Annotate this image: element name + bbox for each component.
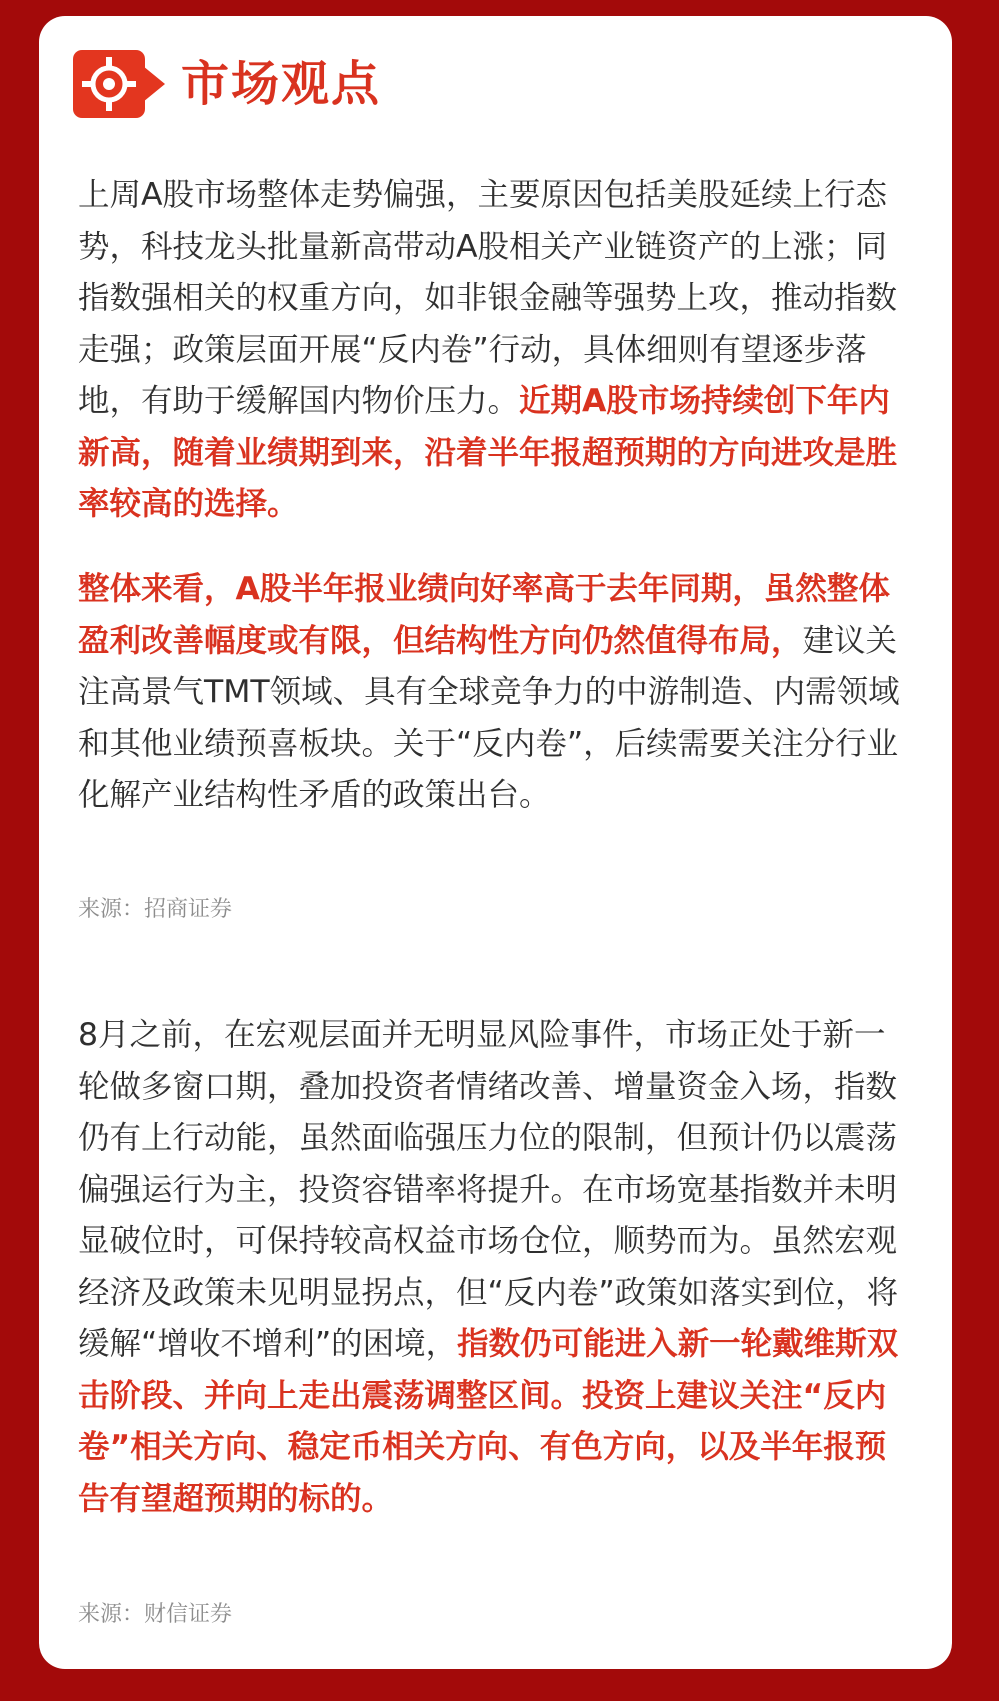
page-title: 市场观点 [181, 56, 382, 112]
section-header [73, 50, 381, 118]
paragraph-august-outlook [78, 1010, 914, 1525]
highlight-text: 近期A股市场持续创下年内新高，随着业绩期到来，沿着半年报超预期的方向进攻是胜率较高的选择。 [78, 383, 898, 522]
paragraph-market-review [78, 170, 914, 531]
content-card [39, 16, 952, 1669]
paragraph-text: 8月之前，在宏观层面并无明显风险事件，市场正处于新一轮做多窗口期，叠加投资者情绪改善、增量资金入场，指数仍有上行动能，虽然面临强压力位的限制，但预计仍以震荡偏强运行为主，投资容错率将提升。在市场宽基指数并未明显破位时，可保持较高权益市场仓位，顺势而为。虽然宏观经济及政策未见明显拐点，但“反内卷”政策如落实到位，将缓解“增收不增利”的困境， [78, 1017, 899, 1362]
target-crosshair-icon [73, 50, 167, 118]
highlight-text: 整体来看，A股半年报业绩向好率高于去年同期，虽然整体盈利改善幅度或有限，但结构性方向仍然值得布局， [78, 571, 890, 659]
source-label: 来源：招商证券 [78, 897, 233, 922]
paragraph-outlook [78, 564, 914, 822]
paragraph-text: 上周A股市场整体走势偏强，主要原因包括美股延续上行态势，科技龙头批量新高带动A股相关产业链资产的上涨；同指数强相关的权重方向，如非银金融等强势上攻，推动指数走强；政策层面开展“反内卷”行动，具体细则有望逐步落地，有助于缓解国内物价压力。 [78, 177, 898, 419]
paragraph-text: 建议关注高景气TMT领域、具有全球竞争力的中游制造、内需领域和其他业绩预喜板块。关于“反内卷”，后续需要关注分行业化解产业结构性矛盾的政策出台。 [78, 622, 900, 813]
highlight-text: 指数仍可能进入新一轮戴维斯双击阶段、并向上走出震荡调整区间。投资上建议关注“反内卷”相关方向、稳定币相关方向、有色方向，以及半年报预告有望超预期的标的。 [78, 1326, 899, 1517]
source-label: 来源：财信证券 [78, 1602, 233, 1627]
